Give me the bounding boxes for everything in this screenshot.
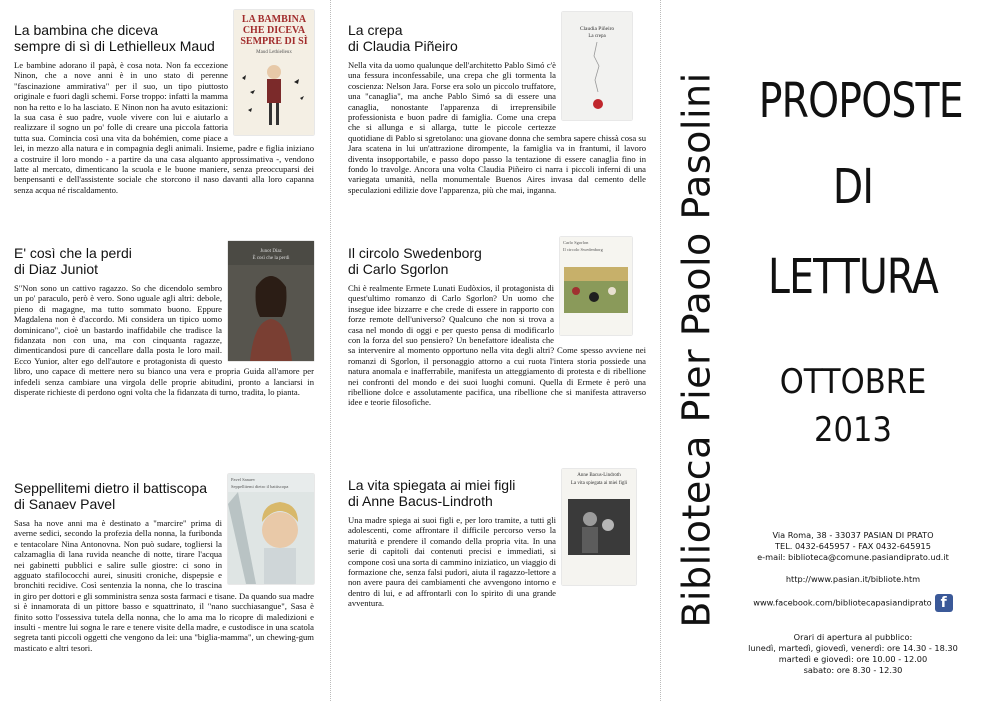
book-author: di Diaz Juniot xyxy=(14,261,99,277)
book-description: Una madre spiega ai suoi figli e, per loro tramite, a tutti gli adolescenti, come affrontare il difficile percorso verso la maturità e prendere il comando della propria vita. In una serie di capitoli dai contenuti precisi e immediati, si compone così una sorta di cammino iniziatico, un viaggio di formazione che, senza falsi pudori, aiuta il ragazzo-lettore a non avere paura dei cambiamenti che avvengono intorno e dentro di lui, e ad affrontarli con lo spirito di una grande avventura. xyxy=(348,515,556,609)
book-entry-la-crepa xyxy=(348,22,646,195)
heading-year: 2013 xyxy=(814,410,892,450)
heading-month: OTTOBRE xyxy=(779,362,927,402)
facebook-link[interactable]: www.facebook.com/bibliotecapasiandiprato xyxy=(753,597,932,608)
heading-proposte: PROPOSTE xyxy=(758,73,963,129)
woman-photo xyxy=(228,265,314,361)
cover-author: Maud Lethielleux xyxy=(256,50,292,55)
email-link[interactable]: e-mail: biblioteca@comune.pasiandiprato.ud.it xyxy=(757,552,949,562)
book-cover-image xyxy=(562,469,636,585)
column-divider xyxy=(330,0,331,701)
column-divider xyxy=(660,0,661,701)
hours-line: sabato: ore 8.30 - 12.30 xyxy=(803,665,903,675)
book-title: La vita spiegata ai miei figli xyxy=(348,477,516,493)
book-entry-circolo xyxy=(348,240,646,408)
facebook-row xyxy=(738,594,968,612)
hours-title: Orari di apertura al pubblico: xyxy=(793,632,913,642)
phone: TEL. 0432-645957 - FAX 0432-645915 xyxy=(775,541,931,551)
book-description: Sasa ha nove anni ma è destinato a "marcire" prima di averne sedici, secondo la profezia della nonna, la furibonda e tentacolare Nina Antonovna. Non può sudare, togliersi la calzamaglia di lana ruvida neanche di notte, tirare l'acqua nei gabinetti pubblici e salire sulle giostre: ci sono in agguato stafilococchi aurei, sinusiti croniche, dispepsie e bronchiti recidive. Così sentenzia la nonna, che lo trascina in giro per dottori e gli somministra senza sosta farmaci e tisane. Da quando sua madre si è innamorata di un pittore basso e squattrinato, il "nano succhiasangue", Sasa è finito sotto l'ossessiva tutela della nonna, che lo ama ma lo ricopre di maledizioni e insulti - mentre lui sogna le rare e tenere visite della madre, e custodisce in una scatola segreta tanti piccoli oggetti che vengono da lei: una "biglia-mamma", un chewing-gum masticato e altri tesori. xyxy=(14,518,314,653)
heading-di: DI xyxy=(832,159,874,215)
cover-title: Junot Díaz xyxy=(260,249,282,254)
boy-photo xyxy=(228,492,314,584)
book-title: Seppellitemi dietro il battiscopa xyxy=(14,480,207,496)
book-entry-la-bambina xyxy=(14,14,314,195)
heading-lettura: LETTURA xyxy=(768,249,938,305)
book-cover-image xyxy=(228,474,314,584)
hours-line: martedì e giovedì: ore 10.00 - 12.00 xyxy=(778,654,928,664)
cover-title: Carlo Sgorlon xyxy=(563,240,589,245)
painting-illustration xyxy=(560,267,632,335)
book-description: Le bambine adorano il papà, è cosa nota. Non fa eccezione Ninon, che a nove anni è in uno stato di perenne "fascinazione ammirativa" per il suo, un tipo piuttosto originale e fuori dagli schemi. Forse troppo: infatti la mamma non ha retto e lo ha lasciato. E Ninon non ha avuto esitazioni: la sua casa è suo padre, vuole vivere con lui e aiutarlo a realizzare il sogno un po' folle di creare una piccola fattoria tutta sua. Comincia così una vita da bohémien, come piace a lei, in mezzo alla natura e in compagnia degli animali. Insieme, padre e figlia iniziano a costruire il loro mondo - a partire da una casa alquanto approssimativa -, vendono latte al mercato, dimenticano la scuola e le buone maniere, senza preoccuparsi dei benpensanti e dell'assistente sociale che storcono il naso davanti alla loro capanna senza acqua né riscaldamento. xyxy=(14,60,314,195)
cover-subtitle: La crepa xyxy=(588,34,606,39)
hours-line: lunedì, martedì, giovedì, venerdì: ore 14.30 - 18.30 xyxy=(748,643,958,653)
cover-subtitle: La vita spiegata ai miei figli xyxy=(570,481,628,486)
book-cover-image xyxy=(562,12,632,120)
cover-title: Claudia Piñeiro xyxy=(579,26,615,32)
book-author: di Carlo Sgorlon xyxy=(348,261,449,277)
cover-subtitle: Seppellitemi dietro il battiscopa xyxy=(231,484,289,489)
book-title: La crepa xyxy=(348,22,403,38)
cover-subtitle: Il circolo Swedenborg xyxy=(563,247,603,252)
book-description: S"Non sono un cattivo ragazzo. So che dicendolo sembro un po' paraculo, però è vero. Sono uguale agli altri: debole, pieno di magagne, ma tutto sommato buono. Eppure Magdalena non è d'accordo. Mi considera un tipico uomo dominicano", cioè un bastardo inaffidabile che tradisce la fidanzata non con una, ma con cinquanta ragazze, dimenticandosi pure di cancellare dalla posta le loro mail. Ecco Yunior, alter ego dell'autore e protagonista di questo libro, uno capace di mettere nero su bianco una vera e propria Guida all'amore per infedeli senza cambiare una virgola delle proprie abitudini, pronto a lanciarsi in disperate richieste di perdono ogni volta che la fidanzata di turno, tradita, lo pianta. xyxy=(14,283,314,398)
book-entry-seppellitemi xyxy=(14,477,314,653)
crack-illustration xyxy=(562,42,632,120)
cover-title: Pavel Sanaev xyxy=(231,477,256,482)
book-title: E' così che la perdi xyxy=(14,245,132,261)
book-title: Il circolo Swedenborg xyxy=(348,245,482,261)
library-name-vertical xyxy=(662,25,732,675)
book-title: La bambina che diceva xyxy=(14,22,158,38)
address: Via Roma, 38 - 33037 PASIAN DI PRATO xyxy=(772,530,934,540)
book-author: sempre di sì di Lethielleux Maud xyxy=(14,38,215,54)
book-entry-e-cosi xyxy=(14,245,314,397)
book-author: di Anne Bacus-Lindroth xyxy=(348,493,493,509)
cover-title: Anne Bacus-Lindroth xyxy=(577,473,621,478)
library-name: Biblioteca Pier Paolo Pasolini xyxy=(675,72,720,628)
website-link[interactable]: http://www.pasian.it/bibliote.htm xyxy=(785,574,921,584)
book-cover-image xyxy=(228,241,314,361)
book-author: di Sanaev Pavel xyxy=(14,496,116,512)
book-entry-la-vita xyxy=(348,473,646,609)
book-cover-image xyxy=(234,10,314,135)
cover-subtitle: È così che la perdi xyxy=(252,256,290,261)
opening-hours xyxy=(738,632,968,676)
book-description: Nella vita da uomo qualunque dell'architetto Pablo Simó c'è una fessura inconfessabile, una crepa che gli tormenta la coscienza: Nelson Jara. Forse era solo un piccolo truffatore, una "canaglia", ma anche Pablo Simó sa di essere una canaglia, nonostante l'apparenza di irreprensibile professionista e buon padre di famiglia. Come una crepa che si allunga e si allarga, tutte le piccole certezze quotidiane di Pablo si sgretolano: una giovane donna che sembra sapere chissà cosa su Jara scatena in lui un'attrazione dirompente, la famiglia va in frantumi, il lavoro diventa insopportabile, e passo dopo passo la tentazione di essere canaglia fino in fondo lo travolge. Ancora una volta Claudia Piñeiro ci narra i piccoli inferni di una variegata umanità, nella monumentale Buenos Aires invasa dal cemento delle speculazioni edilizie dove l'apparenza, più che mai, inganna. xyxy=(348,60,646,195)
girl-illustration xyxy=(234,58,314,135)
facebook-icon[interactable]: f xyxy=(935,594,953,612)
book-author: di Claudia Piñeiro xyxy=(348,38,458,54)
family-photo xyxy=(562,499,636,585)
book-description: Chi è realmente Ermete Lunati Eudòxios, il protagonista di quest'ultimo romanzo di Carlo Sgorlon? Un uomo che insegue idee bizzarre e che crede di essere in rapporto con forze remote dell'universo? Qualcuno che non si trova a casa nel mondo di oggi e per questo pensa di modificarlo con la forza del suo pensiero? Un benefattore idealista che sa intervenire al momento opportuno nella vita degli altri? Come spesso avviene nei romanzi di Sgorlon, il personaggio attorno a cui ruota l'intera storia possiede una natura anomala e inafferrabile, manifesta un atteggiamento di protesta e di ribellione nei confronti del mondo e dei suoi luoghi comuni. Quella di Ermete è però una ribellione dolce e assolutamente pacifica, una ribellione che si manifesta attraverso idee e teorie filosofiche. xyxy=(348,283,646,408)
contact-block xyxy=(738,530,968,563)
cover-title: LA BAMBINA CHE DICEVA SEMPRE DI SÌ xyxy=(240,14,308,47)
book-cover-image xyxy=(560,237,632,335)
